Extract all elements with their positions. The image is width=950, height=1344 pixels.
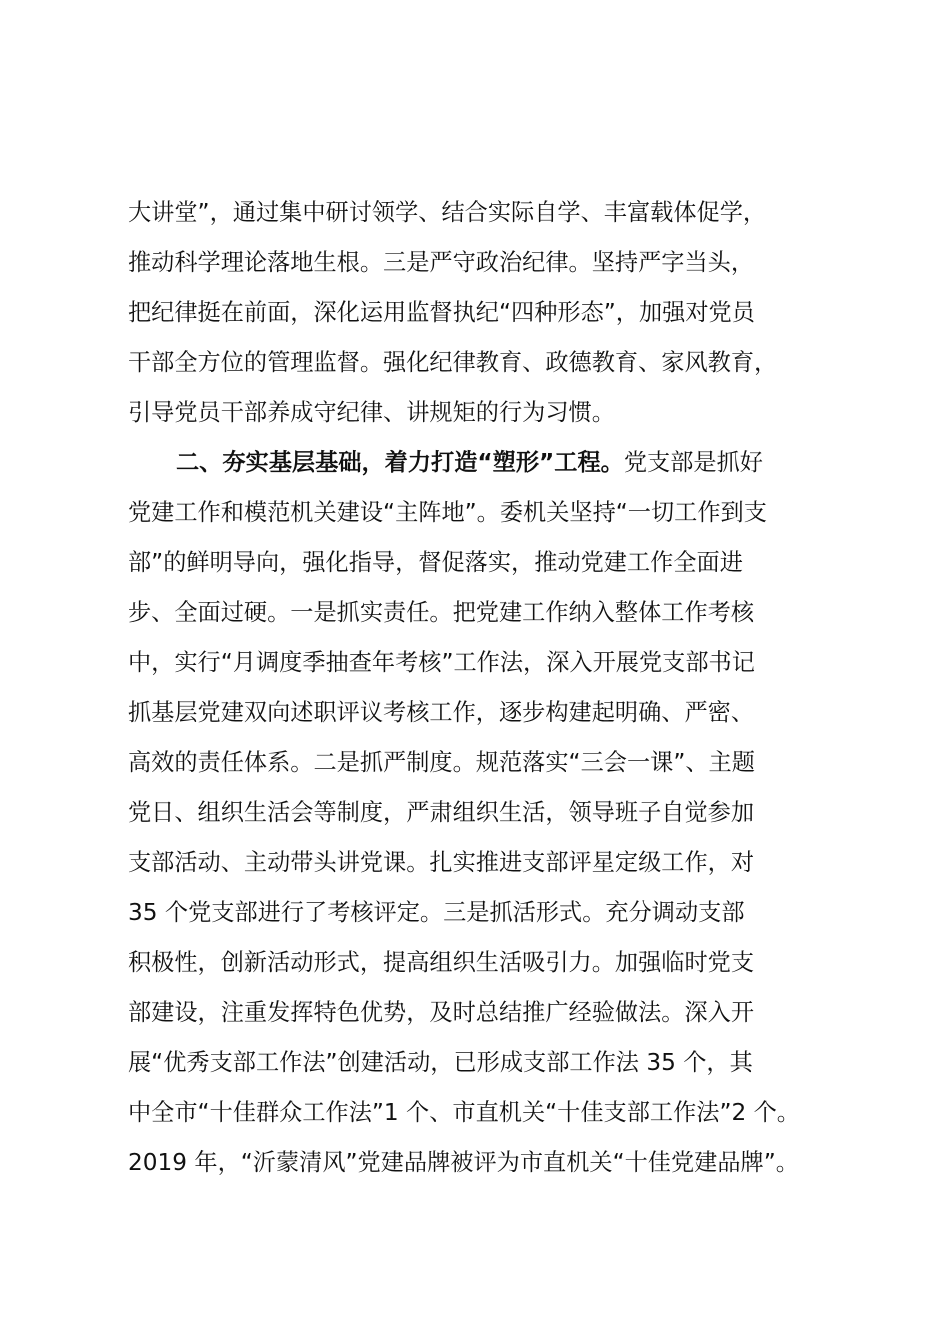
text-line: 干部全方位的管理监督。强化纪律教育、政德教育、家风教育， xyxy=(128,349,778,376)
text-line: 部”的鲜明导向，强化指导，督促落实，推动党建工作全面进 xyxy=(128,549,743,576)
text-line: 2019 年，“沂蒙清风”党建品牌被评为市直机关“十佳党建品牌”。 xyxy=(128,1149,799,1176)
text-line: 推动科学理论落地生根。三是严守政治纪律。坚持严字当头， xyxy=(128,249,755,276)
text-line: 步、全面过硬。一是抓实责任。把党建工作纳入整体工作考核 xyxy=(128,599,755,626)
text-line: 抓基层党建双向述职评议考核工作，逐步构建起明确、严密、 xyxy=(128,699,755,726)
text-line: 展“优秀支部工作法”创建活动，已形成支部工作法 35 个，其 xyxy=(128,1049,753,1076)
text-line: 积极性，创新活动形式，提高组织生活吸引力。加强临时党支 xyxy=(128,949,755,976)
text-line: 把纪律挺在前面，深化运用监督执纪“四种形态”，加强对党员 xyxy=(128,299,755,326)
section-heading: 二、夯实基层基础，着力打造“塑形”工程。 xyxy=(176,449,624,476)
text-line: 中，实行“月调度季抽查年考核”工作法，深入开展党支部书记 xyxy=(128,649,755,676)
section-two-first-line xyxy=(176,443,828,483)
text-line: 高效的责任体系。二是抓严制度。规范落实“三会一课”、主题 xyxy=(128,749,755,776)
text-line: 支部活动、主动带头讲党课。扎实推进支部评星定级工作，对 xyxy=(128,849,755,876)
text-line: 中全市“十佳群众工作法”1 个、市直机关“十佳支部工作法”2 个。 xyxy=(128,1099,800,1126)
text-line: 引导党员干部养成守纪律、讲规矩的行为习惯。 xyxy=(128,399,615,426)
text-line: 党日、组织生活会等制度，严肃组织生活，领导班子自觉参加 xyxy=(128,799,755,826)
text-line: 党建工作和模范机关建设“主阵地”。委机关坚持“一切工作到支 xyxy=(128,499,767,526)
text-line: 大讲堂”，通过集中研讨领学、结合实际自学、丰富载体促学， xyxy=(128,199,767,226)
text-line: 部建设，注重发挥特色优势，及时总结推广经验做法。深入开 xyxy=(128,999,755,1026)
section-text: 党支部是抓好 xyxy=(623,449,763,476)
text-line: 35 个党支部进行了考核评定。三是抓活形式。充分调动支部 xyxy=(128,899,745,926)
